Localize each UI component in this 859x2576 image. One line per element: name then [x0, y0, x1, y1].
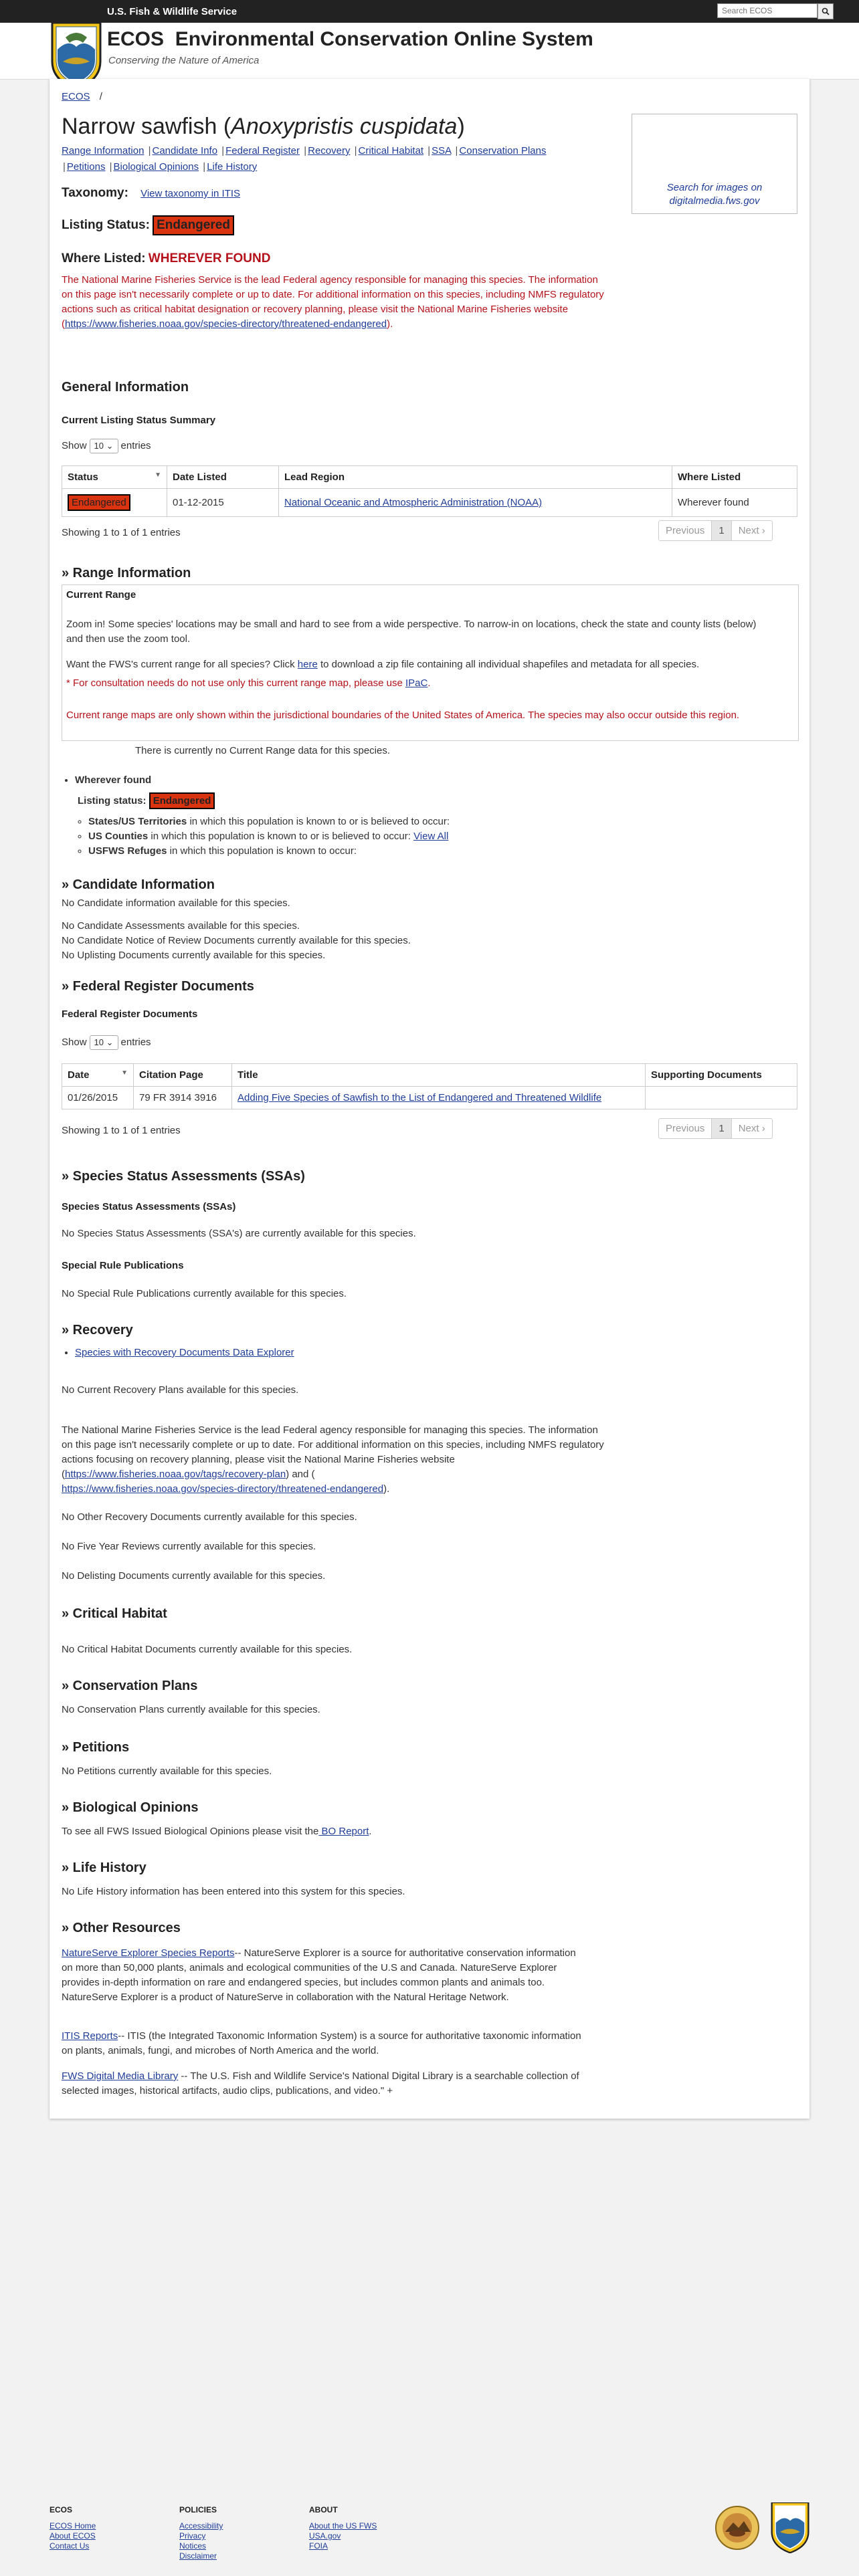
refuges-text: in which this population is known to occur:	[167, 845, 357, 857]
where-listed-label: Where Listed:	[62, 251, 146, 265]
search-input[interactable]	[717, 3, 818, 18]
current-range-box	[62, 584, 799, 741]
where-listed-value: WHEREVER FOUND	[148, 251, 271, 265]
cell-supporting	[646, 1087, 797, 1109]
pagination-next[interactable]	[732, 1119, 772, 1138]
nmfs-recovery-plan-link[interactable]: https://www.fisheries.noaa.gov/tags/recovery-plan	[65, 1469, 286, 1480]
no-delisting-docs: No Delisting Documents currently available for this species.	[62, 1570, 326, 1582]
sort-icon: ▼	[155, 471, 161, 479]
listing-status-label: Listing Status:	[62, 218, 150, 232]
lead-notice-text: The National Marine Fisheries Service is the lead Federal agency responsible for managing this species. The information on this page isn't necessarily complete or up to date. For additional information on this species, including NMFS regulatory actions such as critical habitat designation or recovery planning, please visit the National Marine Fisheries website (	[62, 274, 604, 330]
population-status-label: Listing status:	[78, 795, 147, 807]
image-search-line1: Search for images on	[666, 182, 763, 193]
no-range-data: There is currently no Current Range data for this species.	[135, 745, 391, 756]
footer-link-about-fws[interactable]: About the US FWS	[309, 2521, 377, 2531]
show-label: Show	[62, 440, 87, 451]
site-tagline: Conserving the Nature of America	[108, 55, 260, 66]
nav-federal-register[interactable]: Federal Register	[225, 145, 300, 156]
footer-link-ecos-home[interactable]: ECOS Home	[50, 2521, 96, 2531]
footer-link-disclaimer[interactable]: Disclaimer	[179, 2551, 217, 2561]
range-download-link[interactable]: here	[297, 659, 318, 670]
listing-status-row	[62, 215, 234, 235]
col-date[interactable]	[62, 1064, 134, 1087]
nmfs-species-directory-link-2[interactable]: https://www.fisheries.noaa.gov/species-directory/threatened-endangered	[62, 1483, 384, 1495]
federal-register-table	[62, 1063, 797, 1109]
nav-range-information[interactable]: Range Information	[62, 145, 145, 156]
itis-reports-link[interactable]: ITIS Reports	[62, 2030, 118, 2042]
table-header-row	[62, 466, 797, 489]
nmfs-recovery-mid: ) and (	[286, 1469, 315, 1480]
title-close-paren: )	[457, 114, 465, 139]
listing-status-badge: Endangered	[153, 215, 234, 235]
general-info-heading: General Information	[62, 380, 189, 395]
candidate-info-heading: » Candidate Information	[62, 877, 215, 892]
lead-agency-notice	[62, 273, 610, 332]
petitions-heading: » Petitions	[62, 1740, 130, 1755]
search-button[interactable]	[818, 3, 834, 19]
no-life-history: No Life History information has been entered into this system for this species.	[62, 1886, 405, 1897]
search-icon	[822, 7, 830, 15]
fedreg-show-label: Show	[62, 1037, 87, 1048]
consultation-note	[66, 677, 431, 689]
table-row	[62, 489, 797, 517]
table-header-row	[62, 1064, 797, 1087]
federal-register-subheading: Federal Register Documents	[62, 1008, 198, 1020]
fedreg-entries-label: entries	[120, 1037, 151, 1048]
population-detail-list	[75, 815, 677, 859]
footer-link-about-ecos[interactable]: About ECOS	[50, 2531, 96, 2541]
breadcrumb-ecos[interactable]: ECOS	[62, 91, 90, 102]
no-conservation-plans: No Conservation Plans currently available for this species.	[62, 1704, 320, 1715]
range-info-heading: » Range Information	[62, 566, 191, 580]
refuges-label: USFWS Refuges	[88, 845, 167, 857]
footer-link-accessibility[interactable]: Accessibility	[179, 2521, 223, 2531]
usfws-refuges-item	[88, 844, 677, 859]
nav-critical-habitat[interactable]: Critical Habitat	[358, 145, 424, 156]
col-citation-page[interactable]: Citation Page	[134, 1064, 232, 1087]
top-bar	[0, 0, 859, 23]
population-status-row	[78, 792, 677, 809]
nmfs-recovery-end: ).	[383, 1483, 390, 1495]
life-history-heading: » Life History	[62, 1860, 147, 1875]
col-date-listed[interactable]: Date Listed	[167, 466, 279, 489]
fedreg-entries-select[interactable]	[90, 1035, 118, 1050]
recovery-heading: » Recovery	[62, 1323, 133, 1337]
no-five-year-reviews: No Five Year Reviews currently available for this species.	[62, 1541, 316, 1552]
footer-link-usa-gov[interactable]: USA.gov	[309, 2531, 341, 2541]
consultation-note-post: .	[427, 677, 431, 689]
col-status-label: Status	[68, 471, 98, 483]
cell-citation: 79 FR 3914 3916	[134, 1087, 232, 1109]
species-scientific-name: Anoxypristis cuspidata	[231, 114, 458, 139]
listing-summary-heading: Current Listing Status Summary	[62, 415, 216, 426]
fws-digital-media-link[interactable]: FWS Digital Media Library	[62, 2070, 179, 2082]
bo-report-pre: To see all FWS Issued Biological Opinions please visit the	[62, 1826, 319, 1837]
range-download-post: to download a zip file containing all individual shapefiles and metadata for all species.	[317, 659, 700, 670]
species-profile-card	[50, 79, 809, 2119]
col-supporting-documents[interactable]: Supporting Documents	[646, 1064, 797, 1087]
footer-col-about	[309, 2505, 377, 2551]
ssa-heading: » Species Status Assessments (SSAs)	[62, 1169, 305, 1184]
listing-entries-control	[62, 439, 151, 453]
candidate-assessments-none: No Candidate Assessments available for this species.	[62, 920, 300, 932]
table-row	[62, 1087, 797, 1109]
other-resources-heading: » Other Resources	[62, 1921, 181, 1935]
page-title	[62, 114, 465, 140]
fedreg-entries-select-value: 10	[94, 1037, 104, 1047]
chevron-down-icon: ⌄	[106, 441, 114, 451]
listing-status-table	[62, 465, 797, 517]
states-text: in which this population is known to or is believed to occur:	[187, 816, 450, 827]
col-date-label: Date	[68, 1069, 90, 1081]
special-rule-heading: Special Rule Publications	[62, 1260, 184, 1271]
range-jurisdiction-note: Current range maps are only shown within the jurisdictional boundaries of the United States of America. The species may also occur outside this region.	[66, 710, 740, 721]
us-counties-item	[88, 829, 677, 844]
entries-label: entries	[120, 440, 151, 451]
lead-notice-end: ).	[387, 318, 393, 330]
pagination-next-label: Next	[738, 525, 759, 536]
nav-ssa[interactable]: SSA	[432, 145, 452, 156]
pagination-previous[interactable]: Previous	[666, 525, 705, 536]
footer-link-privacy[interactable]: Privacy	[179, 2531, 206, 2541]
taxonomy-row	[62, 186, 240, 201]
recovery-data-explorer-link[interactable]: Species with Recovery Documents Data Explorer	[75, 1347, 294, 1358]
list-item	[75, 1347, 294, 1358]
taxonomy-label: Taxonomy:	[62, 186, 128, 200]
footer-about-title: ABOUT	[309, 2505, 338, 2514]
nav-biological-opinions[interactable]: Biological Opinions	[113, 161, 199, 173]
population-name: Wherever found	[75, 774, 152, 786]
site-title-full: Environmental Conservation Online System	[175, 28, 593, 50]
itis-taxonomy-link[interactable]: View taxonomy in ITIS	[140, 188, 241, 199]
doi-seal-logo[interactable]	[714, 2505, 760, 2551]
species-section-nav: Range Information | Candidate Info | Federal Register | Recovery | Critical Habitat | SSA | Conservation Plans | Petitions | Biological Opinions | Life History	[62, 145, 547, 173]
population-list	[62, 774, 677, 859]
entries-select[interactable]	[90, 439, 118, 453]
col-status[interactable]	[62, 466, 167, 489]
cell-date-listed: 01-12-2015	[167, 489, 279, 517]
footer-link-foia[interactable]: FOIA	[309, 2541, 328, 2551]
no-other-recovery-docs: No Other Recovery Documents currently available for this species.	[62, 1511, 357, 1523]
species-common-name: Narrow sawfish (	[62, 114, 231, 139]
bo-report-link[interactable]: BO Report	[318, 1826, 369, 1837]
bo-report-end: .	[369, 1826, 372, 1837]
footer-policies-title: POLICIES	[179, 2505, 217, 2514]
range-download-text	[66, 659, 699, 670]
nmfs-species-directory-link[interactable]: https://www.fisheries.noaa.gov/species-directory/threatened-endangered	[65, 318, 387, 330]
critical-habitat-heading: » Critical Habitat	[62, 1606, 167, 1621]
listing-showing-count: Showing 1 to 1 of 1 entries	[62, 527, 181, 538]
natureserve-text: -- NatureServe Explorer is a source for authoritative conservation information on more than 50,000 plants, animals and ecological communities of the U.S and Canada. NatureServe Explorer provides in-depth information on rare and endangered species, but includes common plants and animals too. NatureServe Explorer is a product of NatureServe in collaboration with the Natural Heritage Network.	[62, 1947, 576, 2003]
image-search-box[interactable]	[632, 114, 797, 214]
nmfs-recovery-notice	[62, 1423, 610, 1497]
footer-ecos-title: ECOS	[50, 2505, 73, 2514]
site-title-abbr: ECOS	[107, 28, 165, 50]
image-search-line2: digitalmedia.fws.gov	[669, 195, 760, 207]
nav-conservation-plans[interactable]: Conservation Plans	[459, 145, 547, 156]
itis-resource	[62, 2029, 583, 2058]
ssa-none: No Species Status Assessments (SSA's) are currently available for this species.	[62, 1228, 416, 1239]
itis-text: -- ITIS (the Integrated Taxonomic Information System) is a source for authoritative taxonomic information on plants, animals, fungi, and microbes of North America and the world.	[62, 2030, 581, 2056]
footer-link-notices[interactable]: Notices	[179, 2541, 207, 2551]
no-critical-habitat: No Critical Habitat Documents currently available for this species.	[62, 1644, 353, 1655]
pagination-previous[interactable]: Previous	[666, 1123, 705, 1134]
footer-link-contact-us[interactable]: Contact Us	[50, 2541, 90, 2551]
sort-icon: ▼	[121, 1069, 128, 1077]
site-title[interactable]	[107, 28, 593, 51]
population-item	[75, 774, 677, 859]
footer-col-ecos	[50, 2505, 96, 2551]
fedreg-showing-count: Showing 1 to 1 of 1 entries	[62, 1125, 181, 1136]
cell-where-listed: Wherever found	[672, 489, 797, 517]
listing-pagination	[658, 520, 773, 541]
pagination-page-1[interactable]: 1	[711, 1119, 731, 1138]
pagination-page-1[interactable]: 1	[711, 521, 731, 540]
federal-register-heading: » Federal Register Documents	[62, 979, 254, 994]
states-territories-item	[88, 815, 677, 829]
current-range-title: Current Range	[66, 589, 136, 601]
special-rule-none: No Special Rule Publications currently available for this species.	[62, 1288, 347, 1299]
pagination-next[interactable]	[732, 521, 772, 540]
conservation-plans-heading: » Conservation Plans	[62, 1679, 198, 1693]
range-download-pre: Want the FWS's current range for all species? Click	[66, 659, 298, 670]
states-label: States/US Territories	[88, 816, 187, 827]
nav-petitions[interactable]: Petitions	[66, 161, 106, 173]
recovery-links-list	[62, 1347, 294, 1358]
col-where-listed[interactable]: Where Listed	[672, 466, 797, 489]
noaa-link[interactable]: National Oceanic and Atmospheric Administration (NOAA)	[284, 497, 543, 508]
fws-shield-footer-logo[interactable]	[769, 2502, 811, 2553]
uplisting-none: No Uplisting Documents currently available for this species.	[62, 950, 326, 961]
nav-life-history[interactable]: Life History	[207, 161, 258, 173]
cell-status	[62, 489, 167, 517]
chevron-right-icon: ›	[761, 525, 765, 536]
candidate-none: No Candidate information available for this species.	[62, 897, 290, 909]
nav-candidate-info[interactable]: Candidate Info	[152, 145, 218, 156]
zoom-instructions: Zoom in! Some species' locations may be small and hard to see from a wide perspective. To narrow-in on locations, check the state and county lists (below) and then use the zoom tool.	[66, 619, 757, 645]
col-title[interactable]: Title	[232, 1064, 646, 1087]
counties-label: US Counties	[88, 831, 149, 842]
col-lead-region[interactable]: Lead Region	[279, 466, 672, 489]
footer-col-policies	[179, 2505, 223, 2561]
fedreg-entries-control	[62, 1035, 151, 1050]
entries-select-value: 10	[94, 441, 104, 451]
fedreg-document-link[interactable]: Adding Five Species of Sawfish to the List of Endangered and Threatened Wildlife	[237, 1092, 602, 1103]
candidate-notice-none: No Candidate Notice of Review Documents currently available for this species.	[62, 935, 411, 946]
biological-opinions-heading: » Biological Opinions	[62, 1800, 199, 1815]
site-footer	[0, 2494, 859, 2576]
ssa-subheading: Species Status Assessments (SSAs)	[62, 1201, 236, 1212]
consultation-note-pre: * For consultation needs do not use only this current range map, please use	[66, 677, 405, 689]
counties-view-all-link[interactable]: View All	[413, 831, 449, 842]
fws-digital-media-text: -- The U.S. Fish and Wildlife Service's National Digital Library is a searchable collection of selected images, historical artifacts, audio clips, publications, and video." +	[62, 2070, 579, 2097]
fedreg-pagination	[658, 1118, 773, 1139]
search-form	[717, 3, 834, 19]
ipac-link[interactable]: IPaC	[405, 677, 428, 689]
counties-text: in which this population is known to or is believed to occur:	[148, 831, 414, 842]
chevron-down-icon: ⌄	[106, 1037, 114, 1047]
agency-name[interactable]: U.S. Fish & Wildlife Service	[107, 6, 237, 17]
fws-digital-media-resource	[62, 2069, 583, 2099]
cell-title	[232, 1087, 646, 1109]
bo-report-text	[62, 1826, 372, 1837]
nav-recovery[interactable]: Recovery	[308, 145, 351, 156]
status-badge: Endangered	[68, 494, 130, 511]
natureserve-link[interactable]: NatureServe Explorer Species Reports	[62, 1947, 235, 1959]
breadcrumb	[62, 91, 102, 102]
cell-lead-region	[279, 489, 672, 517]
where-listed-row	[62, 251, 270, 266]
chevron-right-icon: ›	[761, 1123, 765, 1134]
breadcrumb-separator: /	[99, 91, 102, 102]
natureserve-resource	[62, 1946, 583, 2005]
nmfs-recovery-text: The National Marine Fisheries Service is the lead Federal agency responsible for managing this species. The information on this page isn't necessarily complete or up to date. For additional information on this species, including NMFS regulatory actions focusing on recovery planning, please visit the National Marine Fisheries website (	[62, 1424, 604, 1480]
pagination-next-label: Next	[738, 1123, 759, 1134]
site-header	[0, 23, 859, 80]
cell-date: 01/26/2015	[62, 1087, 134, 1109]
no-petitions: No Petitions currently available for this species.	[62, 1765, 272, 1777]
no-recovery-plans: No Current Recovery Plans available for this species.	[62, 1384, 299, 1396]
population-status-badge: Endangered	[149, 792, 215, 809]
